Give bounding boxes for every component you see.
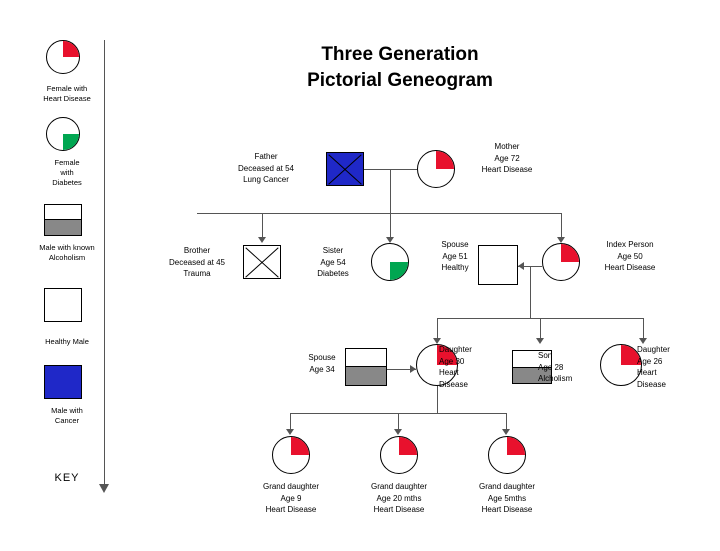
key-caption-healthy-male: Healthy Male <box>45 337 89 346</box>
arrow-gd9-icon <box>286 429 294 435</box>
key-shape-female-diabetes <box>46 117 80 151</box>
key-label: KEY <box>54 472 80 484</box>
page-title <box>250 42 550 93</box>
arrow-daughter30-couple-icon <box>410 365 416 373</box>
person-son28-label: Son Age 28 Alcholism <box>538 351 573 384</box>
key-shape-male-cancer <box>44 365 82 399</box>
person-gd5mths-shape <box>488 436 526 474</box>
person-mother-shape <box>417 150 455 188</box>
person-gd9-shape <box>272 436 310 474</box>
red-wedge-icon <box>399 437 417 455</box>
arrow-gd20-icon <box>394 429 402 435</box>
connector-sibship-bar-gen1 <box>197 213 562 214</box>
person-brother-shape <box>243 245 281 279</box>
connector-sibship-drop-gen3 <box>437 386 438 413</box>
person-mother-label: Mother Age 72 Heart Disease <box>481 142 533 175</box>
red-wedge-icon <box>63 41 79 57</box>
green-wedge-icon <box>63 134 79 150</box>
title-line-2: Pictorial Geneogram <box>307 69 493 91</box>
person-spouse51-label: Spouse Age 51 Healthy <box>441 240 469 273</box>
person-sister-label: Sister Age 54 Diabetes <box>317 246 349 279</box>
person-gd5mths-label: Grand daughter Age 5mths Heart Disease <box>478 482 536 515</box>
connector-sibship-drop-gen1 <box>390 169 391 213</box>
connector-sibship-drop-gen2 <box>530 266 531 318</box>
arrow-brother-icon <box>258 237 266 243</box>
person-gd20mths-label: Grand daughter Age 20 mths Heart Disease <box>370 482 428 515</box>
person-daughter30-label: Daughter Age 30 Heart Disease <box>439 345 472 389</box>
title-line-1: Three Generation <box>321 44 479 65</box>
person-index-label: Index Person Age 50 Heart Disease <box>604 240 656 273</box>
key-caption-female-diabetes: Female with Diabetes <box>52 158 82 188</box>
person-spouse34-label: Spouse Age 34 <box>308 353 336 374</box>
green-wedge-icon <box>390 262 408 280</box>
person-father-label: Father Deceased at 54 Lung Cancer <box>237 152 295 185</box>
person-index-shape <box>542 243 580 281</box>
key-caption-male-cancer: Male with Cancer <box>51 406 83 426</box>
red-wedge-icon <box>291 437 309 455</box>
key-shape-male-alcoholism <box>44 204 82 236</box>
person-daughter26-label: Daughter Age 26 Heart Disease <box>637 345 670 389</box>
key-caption-male-alcoholism: Male with known Alcoholism <box>39 243 95 263</box>
red-wedge-icon <box>561 244 579 262</box>
key-shape-healthy-male <box>44 288 82 322</box>
arrow-gd5-icon <box>502 429 510 435</box>
key-shape-female-heart-disease <box>46 40 80 74</box>
person-gd20mths-shape <box>380 436 418 474</box>
arrow-spouse51-icon <box>518 262 524 270</box>
red-wedge-icon <box>507 437 525 455</box>
key-caption-female-heart-disease: Female with Heart Disease <box>43 84 91 104</box>
person-brother-label: Brother Deceased at 45 Trauma <box>168 246 226 279</box>
arrow-son28-icon <box>536 338 544 344</box>
key-arrow-icon <box>99 484 109 493</box>
red-wedge-icon <box>436 151 454 169</box>
grey-band-icon <box>45 219 81 235</box>
person-daughter26-shape <box>600 344 642 386</box>
person-gd9-label: Grand daughter Age 9 Heart Disease <box>262 482 320 515</box>
person-father-shape <box>326 152 364 186</box>
